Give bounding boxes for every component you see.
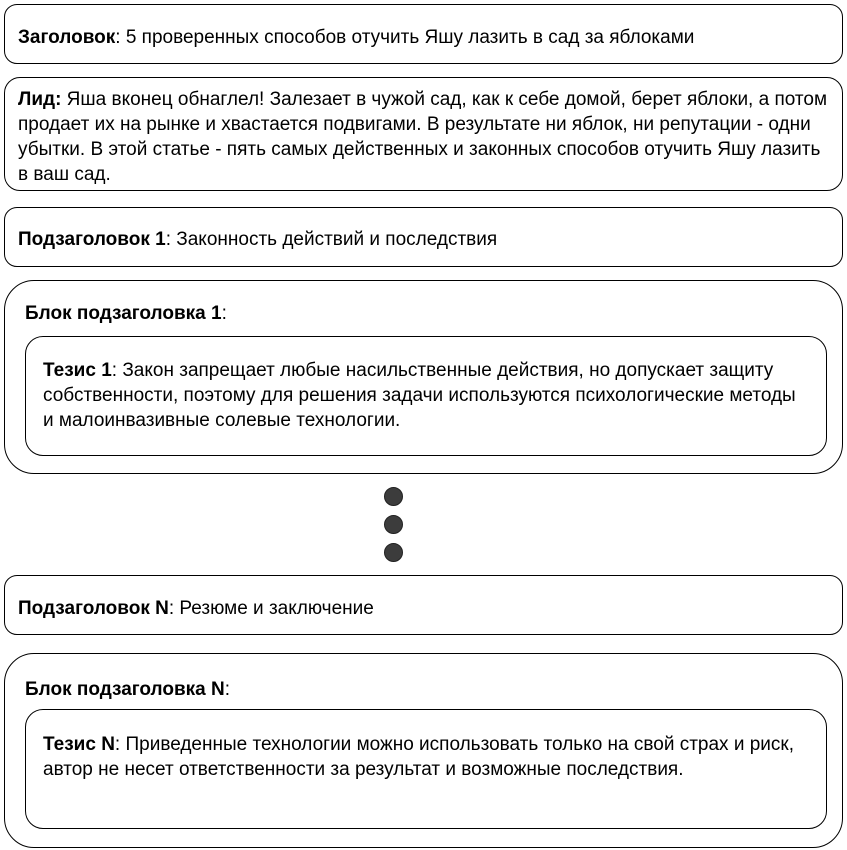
subheading-1-label: Подзаголовок 1 bbox=[18, 229, 166, 250]
block-1-sep: : bbox=[221, 303, 227, 324]
subheading-n-text bbox=[18, 596, 374, 621]
thesis-1-label: Тезис 1 bbox=[43, 360, 112, 381]
subheading-1-sep: : bbox=[165, 229, 177, 250]
thesis-n-box bbox=[25, 709, 827, 829]
subheading-1-block bbox=[4, 280, 843, 474]
subheading-n-value: Резюме и заключение bbox=[179, 598, 374, 619]
lead-label: Лид: bbox=[18, 89, 62, 110]
lead-text bbox=[18, 87, 833, 187]
thesis-1-box bbox=[25, 336, 827, 456]
subheading-1-box bbox=[4, 207, 843, 267]
title-text bbox=[18, 25, 694, 50]
block-n-heading bbox=[25, 677, 230, 702]
thesis-n-sep: : bbox=[114, 734, 126, 755]
thesis-1-text bbox=[43, 358, 808, 433]
subheading-n-label: Подзаголовок N bbox=[18, 598, 169, 619]
subheading-n-box bbox=[4, 575, 843, 635]
thesis-1-value: Закон запрещает любые насильственные действия, но допускает защиту собственности, поэтому для решения задачи используются психологические методы и малоинвазивные солевые технологии. bbox=[43, 360, 801, 431]
ellipsis-dot bbox=[384, 543, 403, 562]
block-n-label: Блок подзаголовка N bbox=[25, 679, 225, 700]
ellipsis-dot bbox=[384, 487, 403, 506]
thesis-1-sep: : bbox=[111, 360, 123, 381]
block-n-sep: : bbox=[224, 679, 231, 700]
subheading-n-block bbox=[4, 653, 843, 848]
thesis-n-value: Приведенные технологии можно использовать только на свой страх и риск, автор не несет ответственности за результат и возможные последствия. bbox=[43, 734, 800, 780]
ellipsis-dot bbox=[384, 515, 403, 534]
lead-value: Яша вконец обнаглел! Залезает в чужой сад, как к себе домой, берет яблоки, а потом продает их на рынке и хвастается подвигами. В результате ни яблок, ни репутации - одни убытки. В этой статье - пять самых действенных и законных способов отучить Яшу лазить в ваш сад. bbox=[18, 89, 833, 185]
thesis-n-label: Тезис N bbox=[43, 734, 115, 755]
title-value: 5 проверенных способов отучить Яшу лазить в сад за яблоками bbox=[125, 27, 695, 48]
thesis-n-text bbox=[43, 732, 808, 782]
block-1-heading bbox=[25, 301, 227, 326]
title-sep: : bbox=[115, 27, 126, 48]
block-1-label: Блок подзаголовка 1 bbox=[25, 303, 222, 324]
title-label: Заголовок bbox=[18, 27, 116, 48]
lead-box bbox=[4, 77, 843, 191]
subheading-1-text bbox=[18, 227, 497, 252]
subheading-1-value: Законность действий и последствия bbox=[176, 229, 498, 250]
title-box bbox=[4, 4, 843, 64]
subheading-n-sep: : bbox=[168, 598, 180, 619]
